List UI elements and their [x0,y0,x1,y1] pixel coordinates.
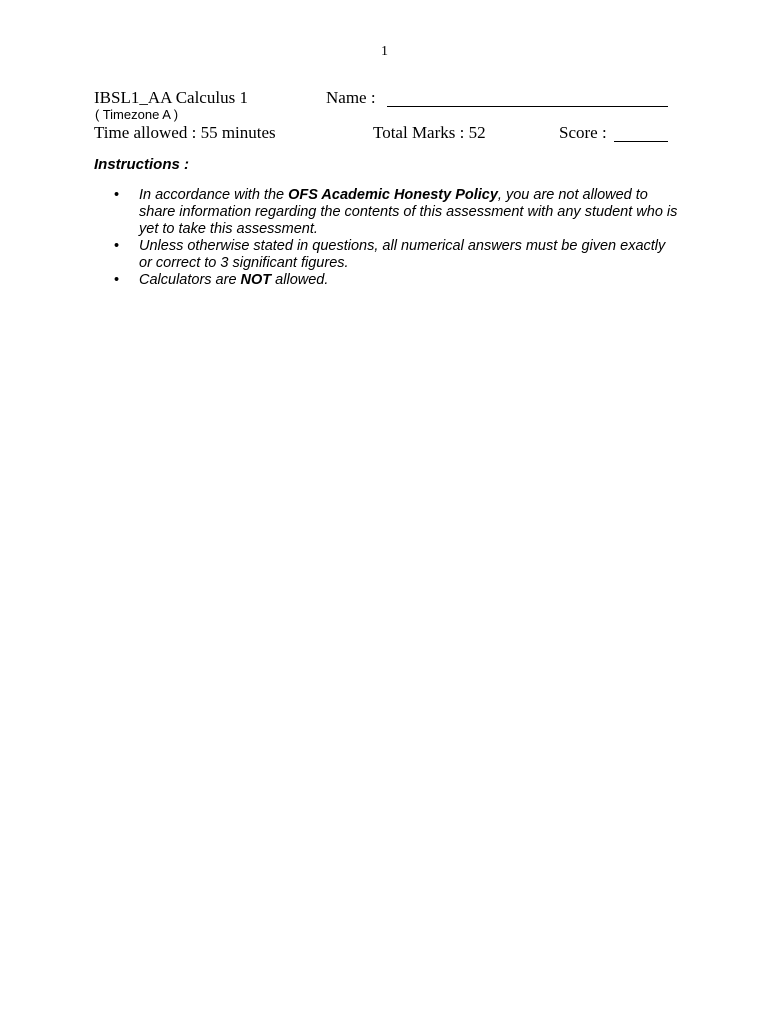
policy-name: OFS Academic Honesty Policy [288,187,498,203]
instruction-item-honesty [112,187,682,238]
instruction-text: Calculators are [139,272,241,288]
name-answer-line[interactable] [387,106,668,107]
instructions-list [112,187,682,289]
instruction-text: , you are not allowed to share information regarding the contents of this assessment with any student who is yet to take this assessment. [139,187,678,237]
bullet-icon: • [114,238,120,254]
page-number: 1 [381,44,388,59]
instruction-item-answers [112,238,682,272]
instruction-item-calculators [112,272,682,289]
instruction-text: In accordance with the [139,187,289,203]
score-label: Score : [559,123,607,142]
instruction-text: Unless otherwise stated in questions, all numerical answers must be given exactly or correct to 3 significant figures. [139,238,666,271]
name-label: Name : [326,88,376,107]
bullet-icon: • [114,187,120,203]
not-emphasis: NOT [240,272,272,288]
instructions-heading: Instructions : [94,156,190,173]
instruction-text: allowed. [271,272,329,288]
time-allowed: Time allowed : 55 minutes [94,123,276,142]
timezone-label: ( Timezone A ) [95,107,179,122]
score-answer-line[interactable] [614,141,668,142]
bullet-icon: • [114,272,120,288]
course-title: IBSL1_AA Calculus 1 [94,88,248,107]
total-marks: Total Marks : 52 [373,123,486,142]
